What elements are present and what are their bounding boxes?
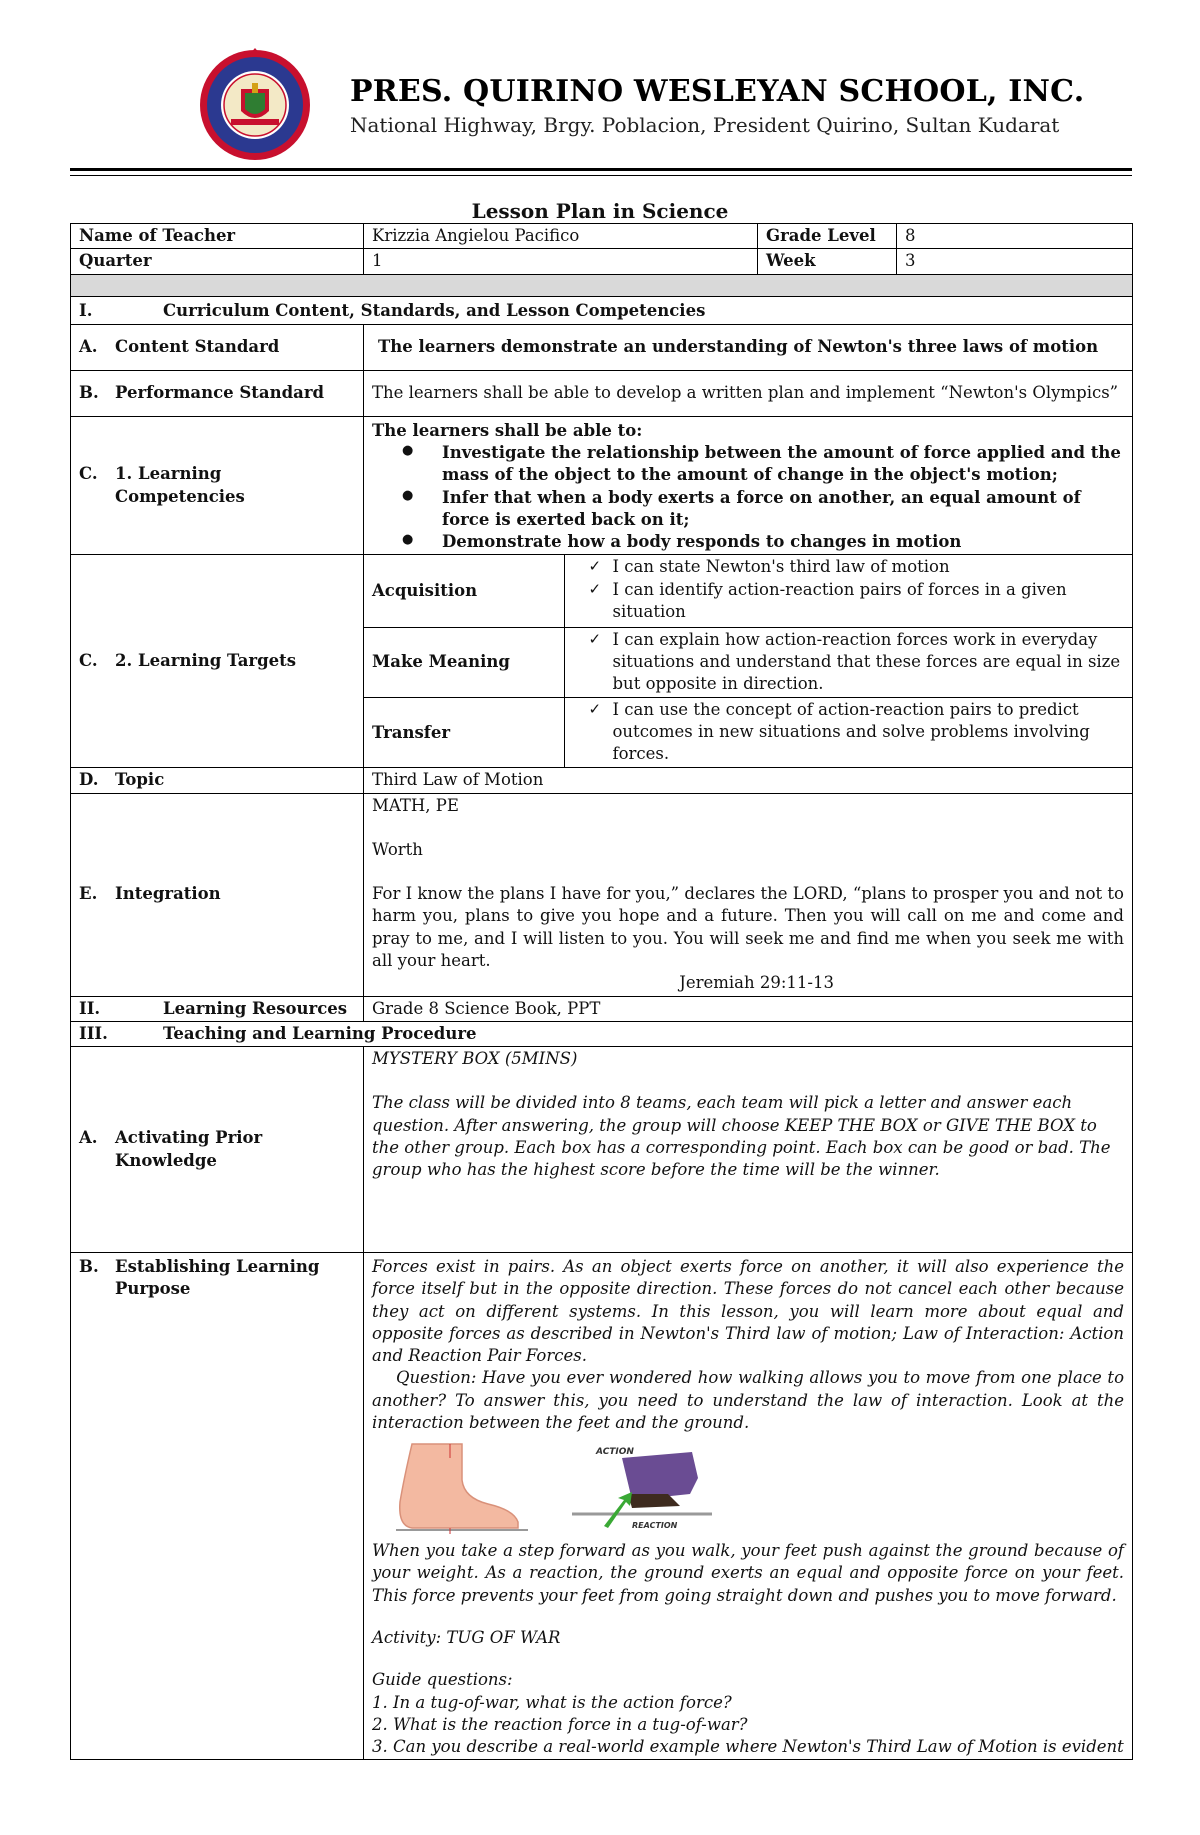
walking-explanation: When you take a step forward as you walk, your feet push against the ground because of your weight. As a reaction, the ground exerts an equal and opposite force on your feet. This force prevents your feet from going straight down and pushes you to move forward. bbox=[372, 1541, 1124, 1605]
acquisition-item: ✓ I can state Newton's third law of motion bbox=[573, 556, 1125, 578]
targets-label: 2. Learning Targets bbox=[115, 651, 297, 671]
content-standard-letter: A. bbox=[79, 337, 98, 357]
acquisition-item: ✓ I can identify action-reaction pairs of forces in a given situation bbox=[573, 579, 1125, 624]
shaded-divider bbox=[71, 274, 1133, 296]
performance-standard-row bbox=[71, 370, 1133, 416]
topic-label: Topic bbox=[115, 770, 165, 790]
header-rule-thin bbox=[70, 175, 1132, 176]
content-standard-label: Content Standard bbox=[115, 337, 280, 357]
integration-value: Worth bbox=[372, 839, 423, 859]
section-1-roman: I. bbox=[79, 300, 93, 320]
verse-reference: Jeremiah 29:11-13 bbox=[679, 973, 834, 993]
integration-verse: For I know the plans I have for you,” declares the LORD, “plans to prosper you and not to harm you, plans to give you hope and a future. Then you will call on me and come and pray to me, and I will listen to you. You will seek me and find me when you seek me with all your heart. bbox=[372, 884, 1124, 970]
competencies-letter: C. bbox=[79, 464, 98, 484]
topic-text: Third Law of Motion bbox=[364, 768, 1133, 793]
transfer-list bbox=[573, 699, 1125, 766]
competency-item: ● Investigate the relationship between the amount of force applied and the mass of the object to the amount of change in the object's motion; bbox=[372, 442, 1124, 487]
section-2-title: Learning Resources bbox=[163, 998, 348, 1018]
activating-prior-knowledge-row bbox=[71, 1047, 1133, 1253]
performance-standard-text: The learners shall be able to develop a written plan and implement “Newton's Olympics” bbox=[364, 370, 1133, 416]
reaction-label: REACTION bbox=[632, 1521, 678, 1531]
header-rule bbox=[70, 168, 1132, 171]
section-1-title: Curriculum Content, Standards, and Lesson Competencies bbox=[163, 300, 706, 320]
transfer-item: ✓ I can use the concept of action-reaction pairs to predict outcomes in new situations and solve problems involving forces. bbox=[573, 699, 1125, 766]
competency-item: ● Demonstrate how a body responds to changes in motion bbox=[372, 531, 1124, 553]
competencies-label: 1. Learning Competencies bbox=[115, 464, 245, 506]
school-address: National Highway, Brgy. Poblacion, President Quirino, Sultan Kudarat bbox=[350, 113, 1060, 137]
integration-label: Integration bbox=[115, 884, 221, 904]
competency-item: ● Infer that when a body exerts a force on another, an equal amount of force is exerted back on it; bbox=[372, 487, 1124, 532]
activity-text: The class will be divided into 8 teams, each team will pick a letter and answer each question. After answering, the group will choose KEEP THE BOX or GIVE THE BOX to the other group. Each box has a corresponding point. Each box can be good or bad. The group who has the highest score before the time will be the winner. bbox=[372, 1093, 1111, 1180]
quarter-label: Quarter bbox=[71, 249, 364, 274]
section-2-row bbox=[71, 996, 1133, 1021]
transfer-label: Transfer bbox=[364, 697, 564, 767]
performance-standard-letter: B. bbox=[79, 383, 99, 403]
topic-row bbox=[71, 768, 1133, 793]
teacher-value: Krizzia Angielou Pacifico bbox=[364, 224, 758, 249]
guide-question: 2. What is the reaction force in a tug-of-war? bbox=[372, 1714, 748, 1734]
establishing-paragraph: Forces exist in pairs. As an object exerts force on another, it will also experience the force itself but in the opposite direction. These forces do not cancel each other because they act on different systems. In this lesson, you will learn more about equal and opposite forces as described in Newton's Third law of motion; Law of Interaction: Action and Reaction Pair Forces. bbox=[372, 1257, 1124, 1366]
action-label: ACTION bbox=[596, 1447, 634, 1458]
establishing-purpose-row bbox=[71, 1253, 1133, 1760]
establishing-label: Establishing Learning Purpose bbox=[115, 1257, 320, 1299]
make-meaning-list bbox=[573, 629, 1125, 696]
learning-resources-text: Grade 8 Science Book, PPT bbox=[364, 996, 1133, 1021]
grade-value: 8 bbox=[897, 224, 1133, 249]
topic-letter: D. bbox=[79, 770, 99, 790]
section-1-heading bbox=[71, 296, 1133, 324]
make-meaning-item: ✓ I can explain how action-reaction forces work in everyday situations and understand that these forces are equal in size but opposite in direction. bbox=[573, 629, 1125, 696]
performance-standard-label: Performance Standard bbox=[115, 383, 325, 403]
targets-inner-table bbox=[364, 555, 1132, 767]
activating-label: Activating Prior Knowledge bbox=[115, 1128, 263, 1170]
content-standard-row bbox=[71, 324, 1133, 370]
content-standard-text: The learners demonstrate an understanding of Newton's three laws of motion bbox=[364, 324, 1133, 370]
integration-letter: E. bbox=[79, 884, 98, 904]
establishing-letter: B. bbox=[79, 1257, 99, 1277]
targets-letter: C. bbox=[79, 651, 98, 671]
guide-question: 3. Can you describe a real-world example where Newton's Third Law of Motion is evident bbox=[372, 1737, 1124, 1757]
section-3-roman: III. bbox=[79, 1023, 108, 1043]
quarter-value: 1 bbox=[364, 249, 758, 274]
integration-subjects: MATH, PE bbox=[372, 795, 459, 815]
guide-questions-heading: Guide questions: bbox=[372, 1670, 513, 1690]
learning-competencies-row bbox=[71, 416, 1133, 555]
integration-row bbox=[71, 793, 1133, 996]
section-3-title: Teaching and Learning Procedure bbox=[163, 1023, 477, 1043]
foot-illustration bbox=[392, 1442, 532, 1534]
grade-label: Grade Level bbox=[758, 224, 897, 249]
week-label: Week bbox=[758, 249, 897, 274]
quarter-row bbox=[71, 249, 1133, 274]
activating-letter: A. bbox=[79, 1128, 98, 1148]
establishing-question: Question: Have you ever wondered how walking allows you to move from one place to another? To answer this, you need to understand the law of interaction. Look at the interaction between the feet and the ground. bbox=[372, 1368, 1124, 1432]
week-value: 3 bbox=[897, 249, 1133, 274]
section-2-roman: II. bbox=[79, 998, 101, 1018]
walking-illustrations bbox=[392, 1442, 1124, 1534]
teacher-label: Name of Teacher bbox=[71, 224, 364, 249]
activity-heading: MYSTERY BOX (5MINS) bbox=[372, 1049, 578, 1069]
activity-name: Activity: TUG OF WAR bbox=[372, 1627, 561, 1647]
acquisition-list bbox=[573, 556, 1125, 623]
document-title: Lesson Plan in Science bbox=[471, 199, 729, 223]
lesson-plan-table bbox=[70, 223, 1133, 1760]
school-name: PRES. QUIRINO WESLEYAN SCHOOL, INC. bbox=[350, 74, 1085, 109]
competencies-list bbox=[372, 442, 1124, 553]
guide-question: 1. In a tug-of-war, what is the action force? bbox=[372, 1692, 732, 1712]
make-meaning-label: Make Meaning bbox=[364, 627, 564, 697]
school-logo bbox=[190, 48, 320, 162]
teacher-row bbox=[71, 224, 1133, 249]
learning-targets-row bbox=[71, 555, 1133, 768]
action-reaction-illustration bbox=[572, 1442, 712, 1534]
section-3-heading bbox=[71, 1021, 1133, 1046]
acquisition-label: Acquisition bbox=[364, 555, 564, 627]
competencies-intro: The learners shall be able to: bbox=[372, 420, 643, 440]
